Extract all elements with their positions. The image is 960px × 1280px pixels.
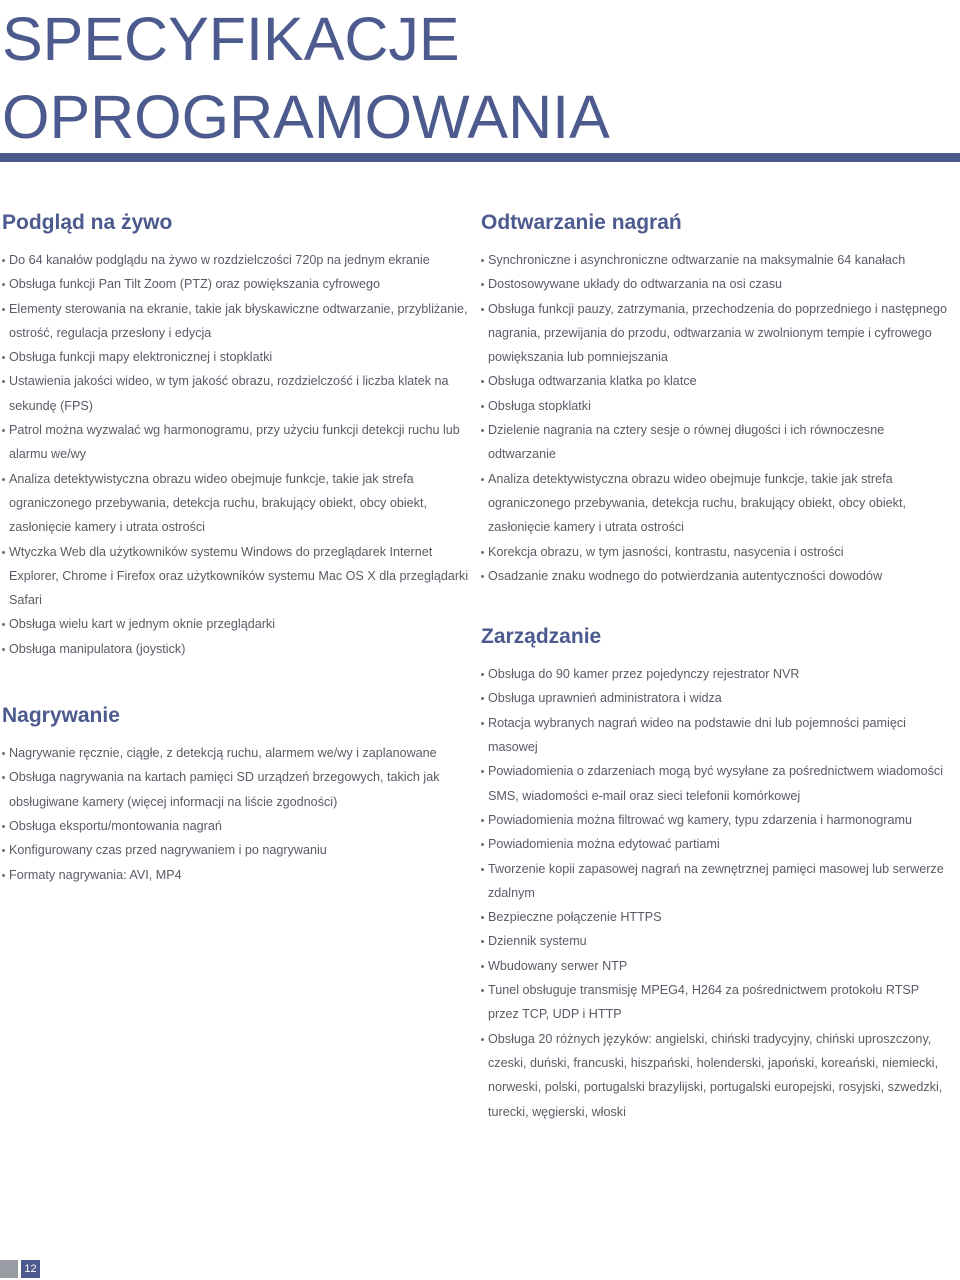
list-item: Dzielenie nagrania na cztery sesje o równej długości i ich równoczesne odtwarzanie: [481, 418, 951, 467]
list-item: Analiza detektywistyczna obrazu wideo obejmuje funkcje, takie jak strefa ograniczonego przebywania, detekcja ruchu, brakujący obiekt, obcy obiekt, zasłonięcie kamery i utrata ostrości: [481, 467, 951, 540]
list-item: Obsługa nagrywania na kartach pamięci SD urządzeń brzegowych, takich jak obsługiwane kamery (więcej informacji na liście zgodności): [2, 765, 472, 814]
section-spacer: [481, 588, 951, 622]
page-number: 12: [21, 1260, 40, 1278]
bullet-list: [481, 662, 951, 1124]
list-item: Elementy sterowania na ekranie, takie jak błyskawiczne odtwarzanie, przybliżanie, ostrość, regulacja przesłony i edycja: [2, 297, 472, 346]
list-item: Obsługa 20 różnych języków: angielski, chiński tradycyjny, chiński uproszczony, czeski, duński, francuski, hiszpański, holenderski, japoński, koreański, niemiecki, norweski, polski, portugalski brazylijski, portugalski europejski, rosyjski, szwedzki, turecki, węgierski, włoski: [481, 1027, 951, 1124]
list-item: Nagrywanie ręcznie, ciągłe, z detekcją ruchu, alarmem we/wy i zaplanowane: [2, 741, 472, 765]
section-playback: [481, 208, 951, 588]
list-item: Do 64 kanałów podglądu na żywo w rozdzielczości 720p na jednym ekranie: [2, 248, 472, 272]
list-item: Obsługa do 90 kamer przez pojedynczy rejestrator NVR: [481, 662, 951, 686]
list-item: Ustawienia jakości wideo, w tym jakość obrazu, rozdzielczość i liczba klatek na sekundę (FPS): [2, 369, 472, 418]
list-item: Wbudowany serwer NTP: [481, 954, 951, 978]
bullet-list: [2, 248, 472, 661]
page-number-badge: [0, 1257, 40, 1280]
list-item: Obsługa odtwarzania klatka po klatce: [481, 369, 951, 393]
list-item: Tworzenie kopii zapasowej nagrań na zewnętrznej pamięci masowej lub serwerze zdalnym: [481, 857, 951, 906]
list-item: Formaty nagrywania: AVI, MP4: [2, 863, 472, 887]
list-item: Analiza detektywistyczna obrazu wideo obejmuje funkcje, takie jak strefa ograniczonego przebywania, detekcja ruchu, brakujący obiekt, obcy obiekt, zasłonięcie kamery i utrata ostrości: [2, 467, 472, 540]
page-title: [2, 0, 610, 156]
list-item: Obsługa uprawnień administratora i widza: [481, 686, 951, 710]
bullet-list: [2, 741, 472, 887]
section-heading: Podgląd na żywo: [2, 211, 173, 234]
page-title-line2: OPROGRAMOWANIA: [2, 83, 610, 151]
list-item: Obsługa stopklatki: [481, 394, 951, 418]
list-item: Osadzanie znaku wodnego do potwierdzania autentyczności dowodów: [481, 564, 951, 588]
section-heading: Odtwarzanie nagrań: [481, 211, 682, 234]
page-number-gray-box: [0, 1260, 18, 1278]
left-column: [2, 208, 472, 887]
section-spacer: [2, 661, 472, 701]
section-heading: Zarządzanie: [481, 625, 602, 649]
section-live-view: [2, 208, 472, 661]
list-item: Obsługa wielu kart w jednym oknie przeglądarki: [2, 612, 472, 636]
list-item: Obsługa funkcji pauzy, zatrzymania, przechodzenia do poprzedniego i następnego nagrania, przewijania do przodu, odtwarzania w zwolnionym tempie i cyfrowego powiększania lub pomniejszania: [481, 297, 951, 370]
list-item: Powiadomienia można filtrować wg kamery, typu zdarzenia i harmonogramu: [481, 808, 951, 832]
list-item: Konfigurowany czas przed nagrywaniem i po nagrywaniu: [2, 838, 472, 862]
list-item: Wtyczka Web dla użytkowników systemu Windows do przeglądarek Internet Explorer, Chrome i Firefox oraz użytkowników systemu Mac OS X dla przeglądarki Safari: [2, 540, 472, 613]
list-item: Bezpieczne połączenie HTTPS: [481, 905, 951, 929]
list-item: Korekcja obrazu, w tym jasności, kontrastu, nasycenia i ostrości: [481, 540, 951, 564]
section-heading: Nagrywanie: [2, 704, 120, 728]
right-column: [481, 208, 951, 1124]
list-item: Obsługa funkcji mapy elektronicznej i stopklatki: [2, 345, 472, 369]
section-management: [481, 622, 951, 1124]
list-item: Dostosowywane układy do odtwarzania na osi czasu: [481, 272, 951, 296]
list-item: Powiadomienia o zdarzeniach mogą być wysyłane za pośrednictwem wiadomości SMS, wiadomości e-mail oraz sieci telefonii komórkowej: [481, 759, 951, 808]
list-item: Powiadomienia można edytować partiami: [481, 832, 951, 856]
list-item: Synchroniczne i asynchroniczne odtwarzanie na maksymalnie 64 kanałach: [481, 248, 951, 272]
bullet-list: [481, 248, 951, 588]
title-divider-bar: [0, 153, 960, 162]
section-recording: [2, 701, 472, 887]
list-item: Rotacja wybranych nagrań wideo na podstawie dni lub pojemności pamięci masowej: [481, 711, 951, 760]
page-title-line1: SPECYFIKACJE: [2, 5, 460, 73]
list-item: Obsługa funkcji Pan Tilt Zoom (PTZ) oraz powiększania cyfrowego: [2, 272, 472, 296]
list-item: Obsługa manipulatora (joystick): [2, 637, 472, 661]
list-item: Tunel obsługuje transmisję MPEG4, H264 za pośrednictwem protokołu RTSP przez TCP, UDP i HTTP: [481, 978, 951, 1027]
list-item: Patrol można wyzwalać wg harmonogramu, przy użyciu funkcji detekcji ruchu lub alarmu we/wy: [2, 418, 472, 467]
list-item: Dziennik systemu: [481, 929, 951, 953]
list-item: Obsługa eksportu/montowania nagrań: [2, 814, 472, 838]
